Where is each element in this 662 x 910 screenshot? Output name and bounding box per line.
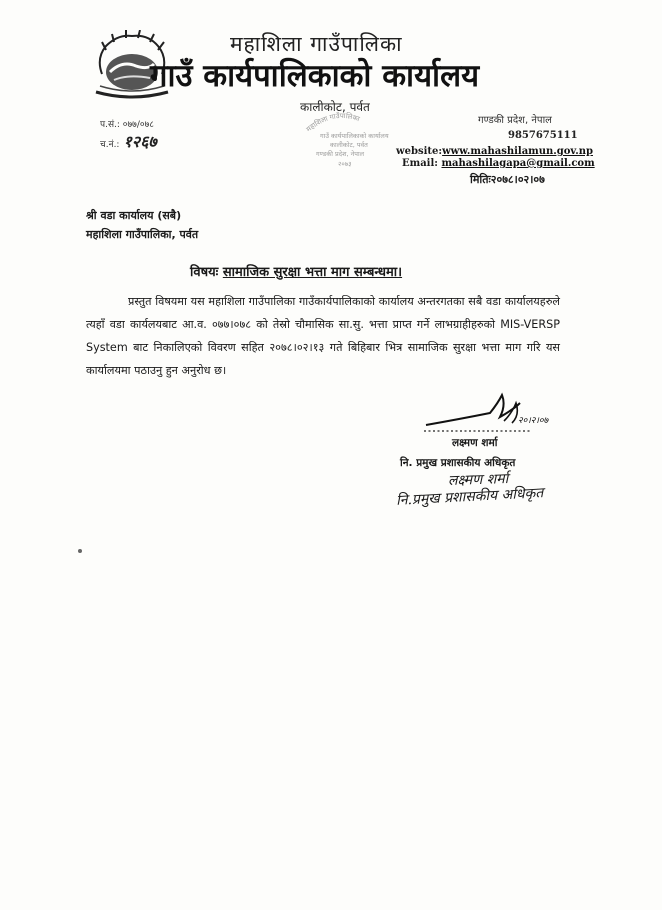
dispatch-number: १२६७	[123, 132, 157, 151]
website-label: website:	[396, 146, 443, 157]
letter-body: प्रस्तुत विषयमा यस महाशिला गाउँपालिका गाउँकार्यपालिकाको कार्यालय अन्तरगतका सबै वडा कार्यालयहरुले त्यहाँ वडा कार्यलयबाट आ.व. ०७७।०७८ को तेस्रो चौमासिक सा.सु. भत्ता प्राप्त गर्ने लाभग्राहीहरुको MIS-VERSP System बाट निकालिएको विवरण सहित २०७८।०२।१३ गते बिहिबार भित्र सामाजिक सुरक्षा भत्ता माग गरि यस कार्यालयमा पठाउनु हुन अनुरोध छ।	[86, 295, 560, 377]
handwritten-signature-icon	[420, 383, 568, 441]
office-title: गाउँ कार्यपालिकाको कार्यालय	[150, 58, 480, 94]
email-label: Email:	[402, 158, 438, 169]
office-name: महाशिला गाउँपालिका	[230, 32, 403, 56]
province-text: गण्डकी प्रदेश, नेपाल	[478, 115, 552, 126]
seal-line-5: २०७३	[338, 160, 352, 168]
office-seal-icon	[292, 100, 392, 170]
seal-line-1: महाशिला गाउँपालिका	[304, 111, 361, 134]
subject-text: सामाजिक सुरक्षा भत्ता माग सम्बन्धमा।	[222, 265, 403, 280]
office-address: कालीकोट, पर्वत	[300, 100, 370, 114]
signatory-designation: नि. प्रमुख प्रशासकीय अधिकृत	[400, 457, 516, 469]
seal-line-3: कालीकोट, पर्वत	[330, 141, 368, 149]
seal-line-4: गण्डकी प्रदेश, नेपाल	[316, 150, 365, 158]
signatory-name: लक्ष्मण शर्मा	[452, 437, 498, 449]
signature-date: २०।२।०७	[518, 416, 549, 426]
phone-number: 9857675111	[508, 130, 578, 141]
dispatch-label: च.नं.:	[100, 140, 120, 150]
paper-speck	[78, 549, 82, 553]
recipient-line-1: श्री वडा कार्यालय (सबै)	[86, 209, 182, 222]
website-line	[396, 146, 593, 157]
website-link[interactable]: www.mahashilamun.gov.np	[442, 146, 593, 157]
designation-stamp: नि.प्रमुख प्रशासकीय अधिकृत	[395, 485, 544, 509]
subject-label: विषयः	[190, 265, 219, 280]
letter-date: मितिः२०७८।०२।०७	[470, 173, 545, 186]
name-stamp: लक्ष्मण शर्मा	[447, 470, 509, 490]
email-line	[402, 158, 595, 169]
svg-text:महाशिला गाउँपालिका	[305, 111, 361, 134]
email-link[interactable]: mahashilagapa@gmail.com	[441, 158, 595, 169]
recipient-line-2: महाशिला गाउँपालिका, पर्वत	[86, 228, 199, 241]
fiscal-year-ref: प.सं.: ०७७/०७८	[100, 120, 154, 130]
dispatch-ref	[100, 130, 157, 152]
seal-line-2: गाउँ कार्यपालिकाको कार्यालय	[320, 132, 389, 140]
subject-line	[190, 262, 402, 280]
